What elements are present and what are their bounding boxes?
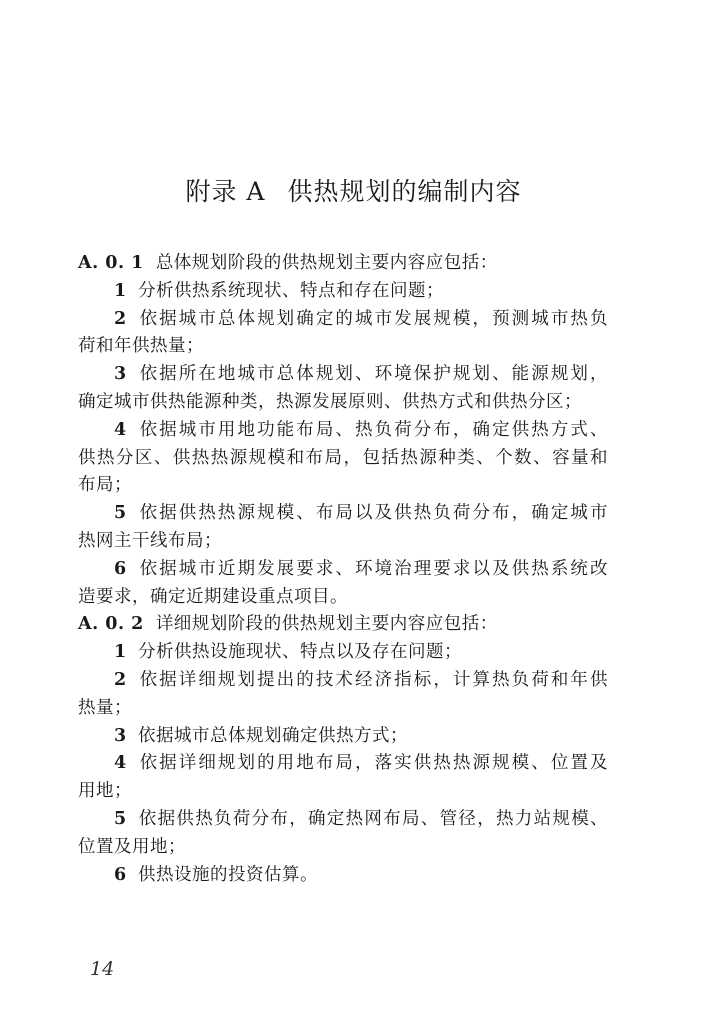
- item-number: 4: [114, 419, 127, 440]
- item-number: 6: [114, 864, 127, 885]
- list-item-continuation: [78, 834, 608, 862]
- item-text: 荷和年供热量；: [78, 336, 204, 357]
- item-number: 4: [114, 753, 127, 774]
- item-text: 供热设施的投资估算。: [138, 864, 318, 885]
- list-item: [78, 417, 608, 445]
- list-item: [78, 806, 608, 834]
- item-number: 1: [114, 642, 127, 663]
- item-text: 依据供热热源规模、布局以及供热负荷分布，确定城市: [138, 503, 608, 524]
- item-number: 5: [114, 503, 127, 524]
- list-item: [78, 278, 608, 306]
- appendix-title: [0, 176, 707, 208]
- item-number: 1: [114, 280, 127, 301]
- clause-number: A. 0. 1: [78, 253, 144, 273]
- clause-intro: 总体规划阶段的供热规划主要内容应包括：: [155, 253, 498, 273]
- list-item: [78, 639, 608, 667]
- item-text: 依据详细规划提出的技术经济指标，计算热负荷和年供: [138, 669, 608, 690]
- item-text: 造要求，确定近期建设重点项目。: [78, 586, 348, 607]
- list-item: [78, 862, 608, 890]
- item-number: 2: [114, 308, 127, 329]
- appendix-body: [78, 250, 608, 889]
- clause-heading: [78, 611, 608, 639]
- clause-heading: [78, 250, 608, 278]
- list-item: [78, 361, 608, 389]
- item-text: 位置及用地；: [78, 836, 186, 857]
- clause-number: A. 0. 2: [78, 614, 144, 635]
- item-text: 分析供热系统现状、特点和存在问题；: [138, 280, 444, 301]
- item-number: 3: [114, 364, 127, 385]
- item-text: 依据城市总体规划确定供热方式；: [138, 725, 408, 746]
- item-text: 分析供热设施现状、特点以及存在问题；: [138, 642, 462, 663]
- item-text: 依据供热负荷分布，确定热网布局、管径，热力站规模、: [138, 808, 608, 829]
- list-item: [78, 306, 608, 334]
- item-text: 依据所在地城市总体规划、环境保护规划、能源规划，: [138, 364, 608, 385]
- clause-intro: 详细规划阶段的供热规划主要内容应包括：: [155, 614, 498, 635]
- list-item: [78, 556, 608, 584]
- list-item: [78, 500, 608, 528]
- item-text: 供热分区、供热热源规模和布局，包括热源种类、个数、容量和: [78, 447, 608, 468]
- list-item: [78, 667, 608, 695]
- item-number: 5: [114, 808, 127, 829]
- item-number: 3: [114, 725, 127, 746]
- item-number: 2: [114, 669, 127, 690]
- list-item-continuation: [78, 695, 608, 723]
- list-item-continuation: [78, 333, 608, 361]
- list-item-continuation: [78, 445, 608, 473]
- list-item-continuation: [78, 528, 608, 556]
- item-text: 热量；: [78, 697, 132, 718]
- item-text: 确定城市供热能源种类，热源发展原则、供热方式和供热分区；: [78, 391, 582, 412]
- list-item: [78, 750, 608, 778]
- appendix-label: 附录 A: [185, 177, 266, 206]
- item-text: 依据城市总体规划确定的城市发展规模，预测城市热负: [138, 308, 608, 329]
- item-text: 依据城市用地功能布局、热负荷分布，确定供热方式、: [138, 419, 608, 440]
- item-text: 热网主干线布局；: [78, 530, 222, 551]
- item-text: 依据城市近期发展要求、环境治理要求以及供热系统改: [138, 558, 608, 579]
- list-item-continuation: [78, 584, 608, 612]
- list-item: [78, 723, 608, 751]
- item-text: 布局；: [78, 475, 132, 496]
- item-text: 用地；: [78, 781, 132, 802]
- page-number: 14: [90, 958, 115, 980]
- item-text: 依据详细规划的用地布局，落实供热热源规模、位置及: [138, 753, 608, 774]
- list-item-continuation: [78, 472, 608, 500]
- appendix-heading: 供热规划的编制内容: [287, 177, 522, 206]
- item-number: 6: [114, 558, 127, 579]
- list-item-continuation: [78, 778, 608, 806]
- list-item-continuation: [78, 389, 608, 417]
